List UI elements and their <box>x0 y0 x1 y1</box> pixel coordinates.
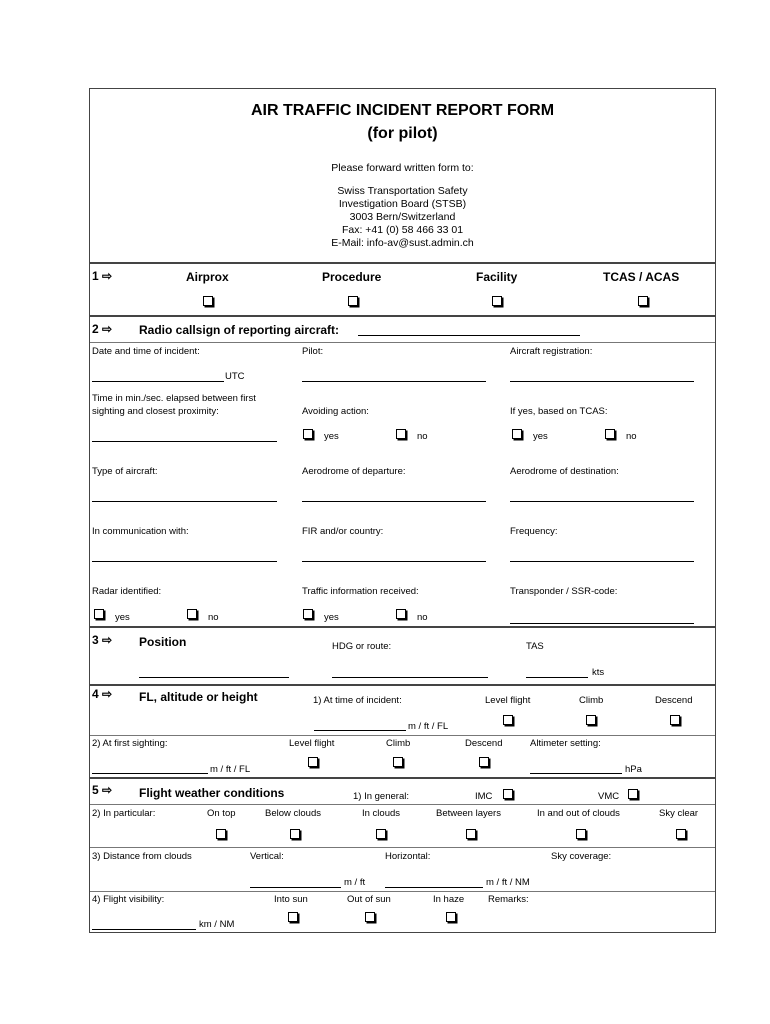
section-divider <box>90 262 715 264</box>
date-time-label: Date and time of incident: <box>92 346 200 357</box>
sky-clear-checkbox[interactable] <box>676 829 686 839</box>
altimeter-label: Altimeter setting: <box>530 738 601 749</box>
yes-label: yes <box>324 612 339 623</box>
position-label: Position <box>139 635 187 649</box>
section-divider <box>90 626 715 628</box>
hpa-unit: hPa <box>625 764 642 775</box>
distance-label: 3) Distance from clouds <box>92 851 192 862</box>
yes-label: yes <box>324 431 339 442</box>
yes-label: yes <box>533 431 548 442</box>
no-label: no <box>208 612 219 623</box>
tcas-yes-checkbox[interactable] <box>512 429 522 439</box>
below-clouds-checkbox[interactable] <box>290 829 300 839</box>
visibility-field[interactable] <box>92 929 196 930</box>
sighting-level-checkbox[interactable] <box>308 757 318 767</box>
avoiding-action-label: Avoiding action: <box>302 406 369 417</box>
row-divider <box>90 735 715 736</box>
hdg-route-field[interactable] <box>332 677 488 678</box>
address-line: E-Mail: info-av@sust.admin.ch <box>331 237 474 249</box>
destination-field[interactable] <box>510 501 694 502</box>
sighting-climb-checkbox[interactable] <box>393 757 403 767</box>
incident-altitude-field[interactable] <box>314 730 406 731</box>
section-5-number: 5 ⇨ <box>92 783 113 797</box>
kts-unit: kts <box>592 667 605 678</box>
option-tcas-label: TCAS / ACAS <box>603 270 680 284</box>
m-ft-nm-unit: m / ft / NM <box>486 877 530 888</box>
vertical-distance-field[interactable] <box>250 887 341 888</box>
hdg-route-label: HDG or route: <box>332 641 392 652</box>
section-divider <box>90 684 715 686</box>
altitude-unit: m / ft / FL <box>408 721 449 732</box>
incident-level-checkbox[interactable] <box>503 715 513 725</box>
form-title: AIR TRAFFIC INCIDENT REPORT FORM <box>250 102 555 119</box>
position-field[interactable] <box>139 677 289 678</box>
traffic-no-checkbox[interactable] <box>396 609 406 619</box>
out-of-sun-checkbox[interactable] <box>365 912 375 922</box>
between-layers-label: Between layers <box>436 808 501 819</box>
in-clouds-label: In clouds <box>362 808 401 819</box>
yes-label: yes <box>115 612 130 623</box>
horizontal-label: Horizontal: <box>385 851 431 862</box>
tcas-based-label: If yes, based on TCAS: <box>510 406 608 417</box>
tas-label: TAS <box>526 641 544 652</box>
transponder-label: Transponder / SSR-code: <box>510 586 618 597</box>
incident-climb-checkbox[interactable] <box>586 715 596 725</box>
address-line: Swiss Transportation Safety <box>337 185 468 197</box>
form-subtitle: (for pilot) <box>367 125 438 142</box>
arrow-right-icon: ⇨ <box>102 687 113 701</box>
radar-yes-checkbox[interactable] <box>94 609 104 619</box>
remarks-label: Remarks: <box>488 894 529 905</box>
time-elapsed-label-2: sighting and closest proximity: <box>92 406 219 417</box>
no-label: no <box>417 431 428 442</box>
section-2-number: 2 ⇨ <box>92 322 113 336</box>
m-ft-unit: m / ft <box>344 877 366 888</box>
section-divider <box>90 777 715 779</box>
frequency-field[interactable] <box>510 561 694 562</box>
arrow-right-icon: ⇨ <box>102 633 113 647</box>
radar-label: Radar identified: <box>92 586 162 597</box>
row-divider <box>90 804 715 805</box>
transponder-field[interactable] <box>510 623 694 624</box>
arrow-right-icon: ⇨ <box>102 783 113 797</box>
aircraft-type-field[interactable] <box>92 501 277 502</box>
registration-label: Aircraft registration: <box>510 346 593 357</box>
section-1-number: 1 ⇨ <box>92 269 113 283</box>
frequency-label: Frequency: <box>510 526 558 537</box>
departure-label: Aerodrome of departure: <box>302 466 406 477</box>
address-line: Fax: +41 (0) 58 466 33 01 <box>341 224 464 236</box>
climb-label: Climb <box>579 695 604 706</box>
communication-label: In communication with: <box>92 526 189 537</box>
option-procedure-label: Procedure <box>322 270 382 284</box>
row-divider <box>90 891 715 892</box>
out-of-sun-label: Out of sun <box>347 894 391 905</box>
pilot-label: Pilot: <box>302 346 324 357</box>
option-airprox-label: Airprox <box>186 270 229 284</box>
altitude-unit: m / ft / FL <box>210 764 251 775</box>
procedure-checkbox[interactable] <box>348 296 358 306</box>
horizontal-distance-field[interactable] <box>385 887 483 888</box>
no-label: no <box>626 431 637 442</box>
incident-descend-checkbox[interactable] <box>670 715 680 725</box>
level-flight-label: Level flight <box>289 738 335 749</box>
address-line: 3003 Bern/Switzerland <box>349 211 456 223</box>
registration-field[interactable] <box>510 381 694 382</box>
in-clouds-checkbox[interactable] <box>376 829 386 839</box>
vmc-checkbox[interactable] <box>628 789 638 799</box>
tcas-no-checkbox[interactable] <box>605 429 615 439</box>
arrow-right-icon: ⇨ <box>102 322 113 336</box>
radar-no-checkbox[interactable] <box>187 609 197 619</box>
km-nm-unit: km / NM <box>199 919 235 930</box>
altimeter-field[interactable] <box>530 773 622 774</box>
fir-label: FIR and/or country: <box>302 526 384 537</box>
in-and-out-checkbox[interactable] <box>576 829 586 839</box>
descend-label: Descend <box>465 738 503 749</box>
descend-label: Descend <box>655 695 693 706</box>
imc-checkbox[interactable] <box>503 789 513 799</box>
fir-field[interactable] <box>302 561 486 562</box>
radio-callsign-field[interactable] <box>358 335 580 336</box>
aircraft-type-label: Type of aircraft: <box>92 466 158 477</box>
into-sun-label: Into sun <box>274 894 308 905</box>
in-and-out-label: In and out of clouds <box>537 808 620 819</box>
section-4-number: 4 ⇨ <box>92 687 113 701</box>
climb-label: Climb <box>386 738 411 749</box>
radio-callsign-label: Radio callsign of reporting aircraft: <box>139 323 340 337</box>
utc-unit: UTC <box>225 371 245 382</box>
in-particular-label: 2) In particular: <box>92 808 156 819</box>
pilot-field[interactable] <box>302 381 486 382</box>
first-sighting-field[interactable] <box>92 773 208 774</box>
on-top-label: On top <box>207 808 236 819</box>
row-divider <box>90 847 715 848</box>
departure-field[interactable] <box>302 501 486 502</box>
time-elapsed-label: Time in min./sec. elapsed between first <box>92 393 256 404</box>
address-line: Investigation Board (STSB) <box>338 198 467 210</box>
destination-label: Aerodrome of destination: <box>510 466 619 477</box>
time-elapsed-field[interactable] <box>92 441 277 442</box>
avoiding-yes-checkbox[interactable] <box>303 429 313 439</box>
visibility-label: 4) Flight visibility: <box>92 894 165 905</box>
report-form <box>89 88 716 933</box>
in-haze-label: In haze <box>433 894 465 905</box>
in-haze-checkbox[interactable] <box>446 912 456 922</box>
vertical-label: Vertical: <box>250 851 284 862</box>
weather-label: Flight weather conditions <box>139 786 285 800</box>
section-3-number: 3 ⇨ <box>92 633 113 647</box>
below-clouds-label: Below clouds <box>265 808 321 819</box>
section-divider <box>90 315 715 317</box>
traffic-yes-checkbox[interactable] <box>303 609 313 619</box>
communication-field[interactable] <box>92 561 277 562</box>
tcas-checkbox[interactable] <box>638 296 648 306</box>
airprox-checkbox[interactable] <box>203 296 213 306</box>
on-top-checkbox[interactable] <box>216 829 226 839</box>
at-incident-label: 1) At time of incident: <box>313 695 402 706</box>
level-flight-label: Level flight <box>485 695 531 706</box>
between-layers-checkbox[interactable] <box>466 829 476 839</box>
date-time-field[interactable] <box>92 381 224 382</box>
arrow-right-icon: ⇨ <box>102 269 113 283</box>
altitude-label: FL, altitude or height <box>139 690 258 704</box>
no-label: no <box>417 612 428 623</box>
option-facility-label: Facility <box>476 270 518 284</box>
in-general-label: 1) In general: <box>353 791 409 802</box>
imc-label: IMC <box>475 791 493 802</box>
into-sun-checkbox[interactable] <box>288 912 298 922</box>
tas-field[interactable] <box>526 677 588 678</box>
sighting-descend-checkbox[interactable] <box>479 757 489 767</box>
vmc-label: VMC <box>598 791 620 802</box>
facility-checkbox[interactable] <box>492 296 502 306</box>
forward-instruction: Please forward written form to: <box>331 162 474 174</box>
sky-clear-label: Sky clear <box>659 808 699 819</box>
traffic-info-label: Traffic information received: <box>302 586 419 597</box>
row-divider <box>90 342 715 343</box>
sky-coverage-label: Sky coverage: <box>551 851 612 862</box>
avoiding-no-checkbox[interactable] <box>396 429 406 439</box>
first-sighting-label: 2) At first sighting: <box>92 738 168 749</box>
